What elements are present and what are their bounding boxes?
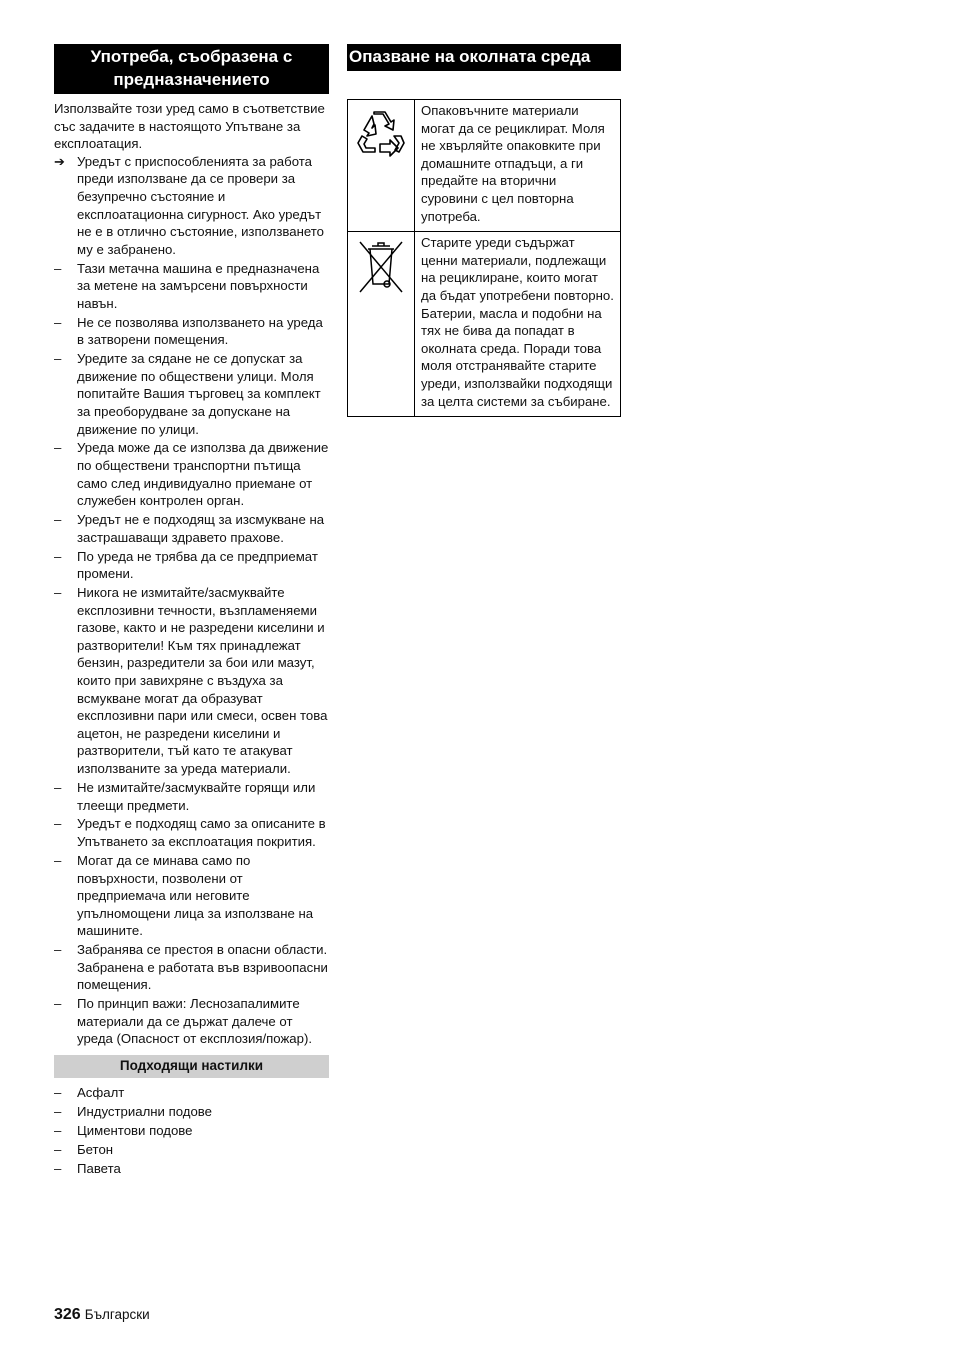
usage-rules-list bbox=[54, 153, 329, 1048]
dash-bullet: – bbox=[54, 816, 62, 832]
list-item: – Уредът не е подходящ за изсмукване на застрашаващи здравето прахове. bbox=[54, 512, 325, 545]
dash-bullet: – bbox=[54, 996, 62, 1012]
recycling-text: Опаковъчните материали могат да се рециклират. Моля не хвърляйте опаковките при домашните отпадъци, а ги предайте на вторични суровини с цел повторна употреба. bbox=[415, 100, 621, 232]
dash-bullet: – bbox=[54, 779, 62, 795]
recycle-icon bbox=[354, 106, 408, 160]
list-item: – Не се позволява използването на уреда в затворени помещения. bbox=[54, 314, 323, 348]
language-label: Български bbox=[84, 1307, 150, 1322]
dash-bullet: – bbox=[54, 314, 62, 330]
list-item: – Циментови подове bbox=[54, 1122, 193, 1138]
page-number: 326 bbox=[54, 1306, 81, 1323]
dash-bullet: – bbox=[54, 351, 62, 367]
list-item: – Уреда може да се използва да движение по обществени транспортни пътища само след индивидуално приемане от служебен контролен орган. bbox=[54, 440, 329, 509]
list-item: ➔ Уредът с приспособленията за работа преди използване да се провери за безупречно състояние и експлоатационна сигурност. Ако уредът не е в отлично състояние, използването му е забранено. bbox=[54, 153, 324, 257]
list-item: – По уреда не трябва да се предприемат промени. bbox=[54, 548, 318, 582]
old-devices-text: Старите уреди съдържат ценни материали, подлежащи на рециклиране, които могат да бъдат употребени повторно. Батерии, масла и подобни на тях не бива да попадат в околната среда. Поради това моля отстранявайте старите уреди, използвайки подходящи за целта системи за събиране. bbox=[415, 232, 621, 417]
list-item: – Не измитайте/засмуквайте горящи или тлеещи предмети. bbox=[54, 779, 316, 813]
crossed-bin-icon bbox=[354, 238, 408, 296]
dash-bullet: – bbox=[54, 548, 62, 564]
list-item: – Бетон bbox=[54, 1141, 114, 1157]
dash-bullet: – bbox=[54, 1122, 62, 1138]
arrow-icon: ➔ bbox=[54, 153, 66, 169]
list-item: – Уредът е подходящ само за описаните в Упътването за експлоатация покрития. bbox=[54, 816, 326, 850]
list-item: – Индустриални подове bbox=[54, 1103, 212, 1119]
dash-bullet: – bbox=[54, 1103, 62, 1119]
list-item: – Могат да се минава само по повърхности, позволени от предприемача или неговите упълномощени лица за използване на машините. bbox=[54, 852, 314, 939]
dash-bullet: – bbox=[54, 852, 62, 868]
list-item: – По принцип важи: Леснозапалимите материали да се държат далече от уреда (Опасност от експлозия/пожар). bbox=[54, 996, 313, 1047]
dash-bullet: – bbox=[54, 942, 62, 958]
dash-bullet: – bbox=[54, 1085, 62, 1101]
surfaces-list bbox=[54, 1084, 329, 1177]
environment-table bbox=[347, 99, 621, 417]
list-item: – Уредите за сядане не се допускат за движение по обществени улици. Моля попитайте Вашия търговец за комплект за преоборудване за допускане на движение по улици. bbox=[54, 351, 321, 437]
subheading-suitable-surfaces: Подходящи настилки bbox=[54, 1055, 329, 1078]
table-row bbox=[348, 232, 621, 417]
left-column bbox=[54, 44, 329, 1178]
dash-bullet: – bbox=[54, 1141, 62, 1157]
dash-bullet: – bbox=[54, 585, 62, 601]
dash-bullet: – bbox=[54, 260, 62, 276]
dash-bullet: – bbox=[54, 512, 62, 528]
list-item: – Асфалт bbox=[54, 1085, 125, 1101]
list-item: – Забранява се престоя в опасни области. Забранена е работата във взривоопасни помещения. bbox=[54, 942, 328, 993]
icon-cell bbox=[348, 100, 415, 232]
section-heading-environment: Опазване на околната среда bbox=[347, 44, 621, 71]
intro-paragraph: Използвайте този уред само в съответствие със задачите в настоящото Упътване за експлоатация. bbox=[54, 101, 325, 152]
dash-bullet: – bbox=[54, 1160, 62, 1176]
page-footer bbox=[54, 1306, 150, 1324]
right-column bbox=[347, 44, 621, 417]
icon-cell bbox=[348, 232, 415, 417]
list-item: – Никога не измитайте/засмуквайте експлозивни течности, възпламеняеми газове, както и не разредени киселини и разтворители! Към тях принадлежат бензин, разредители за бои или мазут, които при завихряне с въздуха за всмукване могат да образуват експлозивни пари или смеси, освен това ацетон, не разредени киселини и разтворители, тъй като те атакуват използваните за уреда материали. bbox=[54, 585, 328, 777]
list-item: – Павета bbox=[54, 1160, 121, 1176]
section-heading-intended-use: Употреба, съобразена с предназначението bbox=[54, 44, 329, 94]
list-item: – Тази метачна машина е предназначена за метене на замърсени повърхности навън. bbox=[54, 260, 320, 311]
table-row bbox=[348, 100, 621, 232]
dash-bullet: – bbox=[54, 440, 62, 456]
